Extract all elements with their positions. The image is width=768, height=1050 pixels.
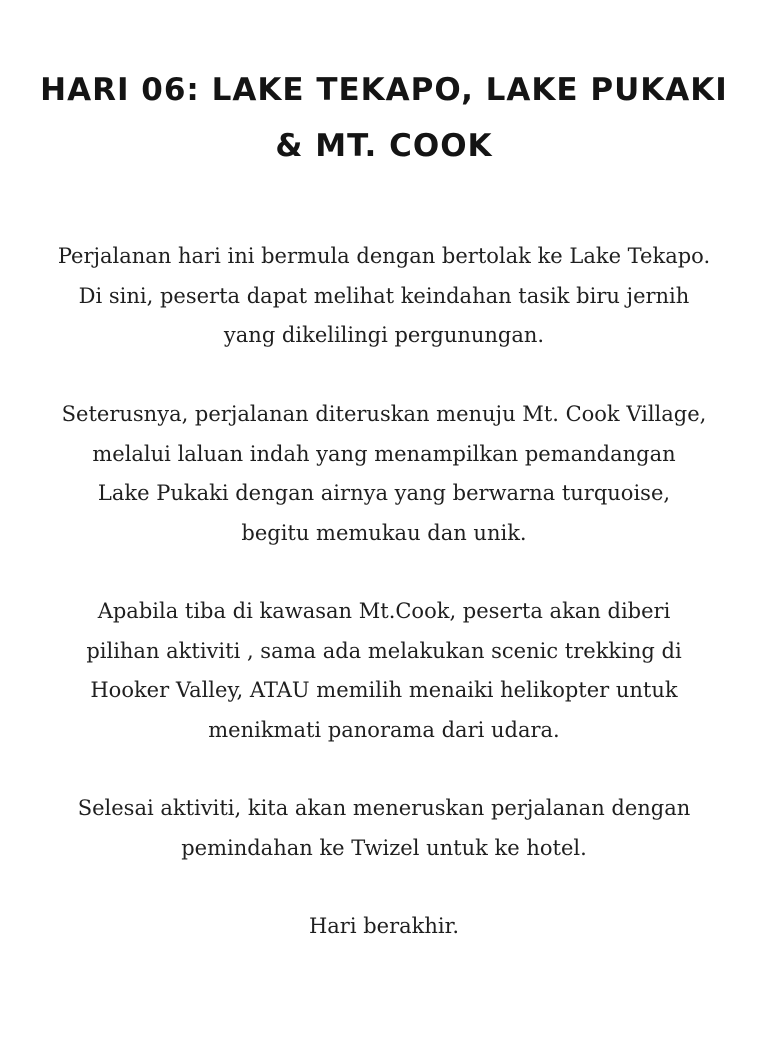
text-line: Apabila tiba di kawasan Mt.Cook, peserta akan diberi (97, 599, 671, 623)
text-line: Hooker Valley, ATAU memilih menaiki helikopter untuk (90, 678, 678, 702)
paragraph-transfer-twizel (14, 789, 754, 868)
text-line: Selesai aktiviti, kita akan meneruskan perjalanan dengan (77, 796, 691, 820)
text-line: yang dikelilingi pergunungan. (223, 323, 545, 347)
paragraph-mt-cook-village (14, 395, 754, 553)
title-line: HARI 06: LAKE TEKAPO, LAKE PUKAKI (40, 72, 728, 108)
paragraph-activities (14, 592, 754, 750)
text-line: Lake Pukaki dengan airnya yang berwarna turquoise, (97, 481, 671, 505)
text-line: pemindahan ke Twizel untuk ke hotel. (181, 835, 587, 860)
paragraph-lake-tekapo (14, 237, 754, 356)
text-line: Perjalanan hari ini bermula dengan bertolak ke Lake Tekapo. (57, 244, 711, 268)
title-line: & MT. COOK (275, 128, 493, 164)
text-line: pilihan aktiviti , sama ada melakukan scenic trekking di (86, 638, 682, 663)
text-line: begitu memukau dan unik. (241, 520, 527, 545)
page-title (24, 62, 744, 174)
text-line: menikmati panorama dari udara. (208, 717, 560, 742)
text-line: Di sini, peserta dapat melihat keindahan tasik biru jernih (78, 283, 690, 308)
text-line: Hari berakhir. (308, 914, 460, 938)
text-line: Seterusnya, perjalanan diteruskan menuju Mt. Cook Village, (61, 402, 707, 426)
text-line: melalui laluan indah yang menampilkan pemandangan (92, 441, 676, 466)
paragraph-day-end (14, 907, 754, 947)
